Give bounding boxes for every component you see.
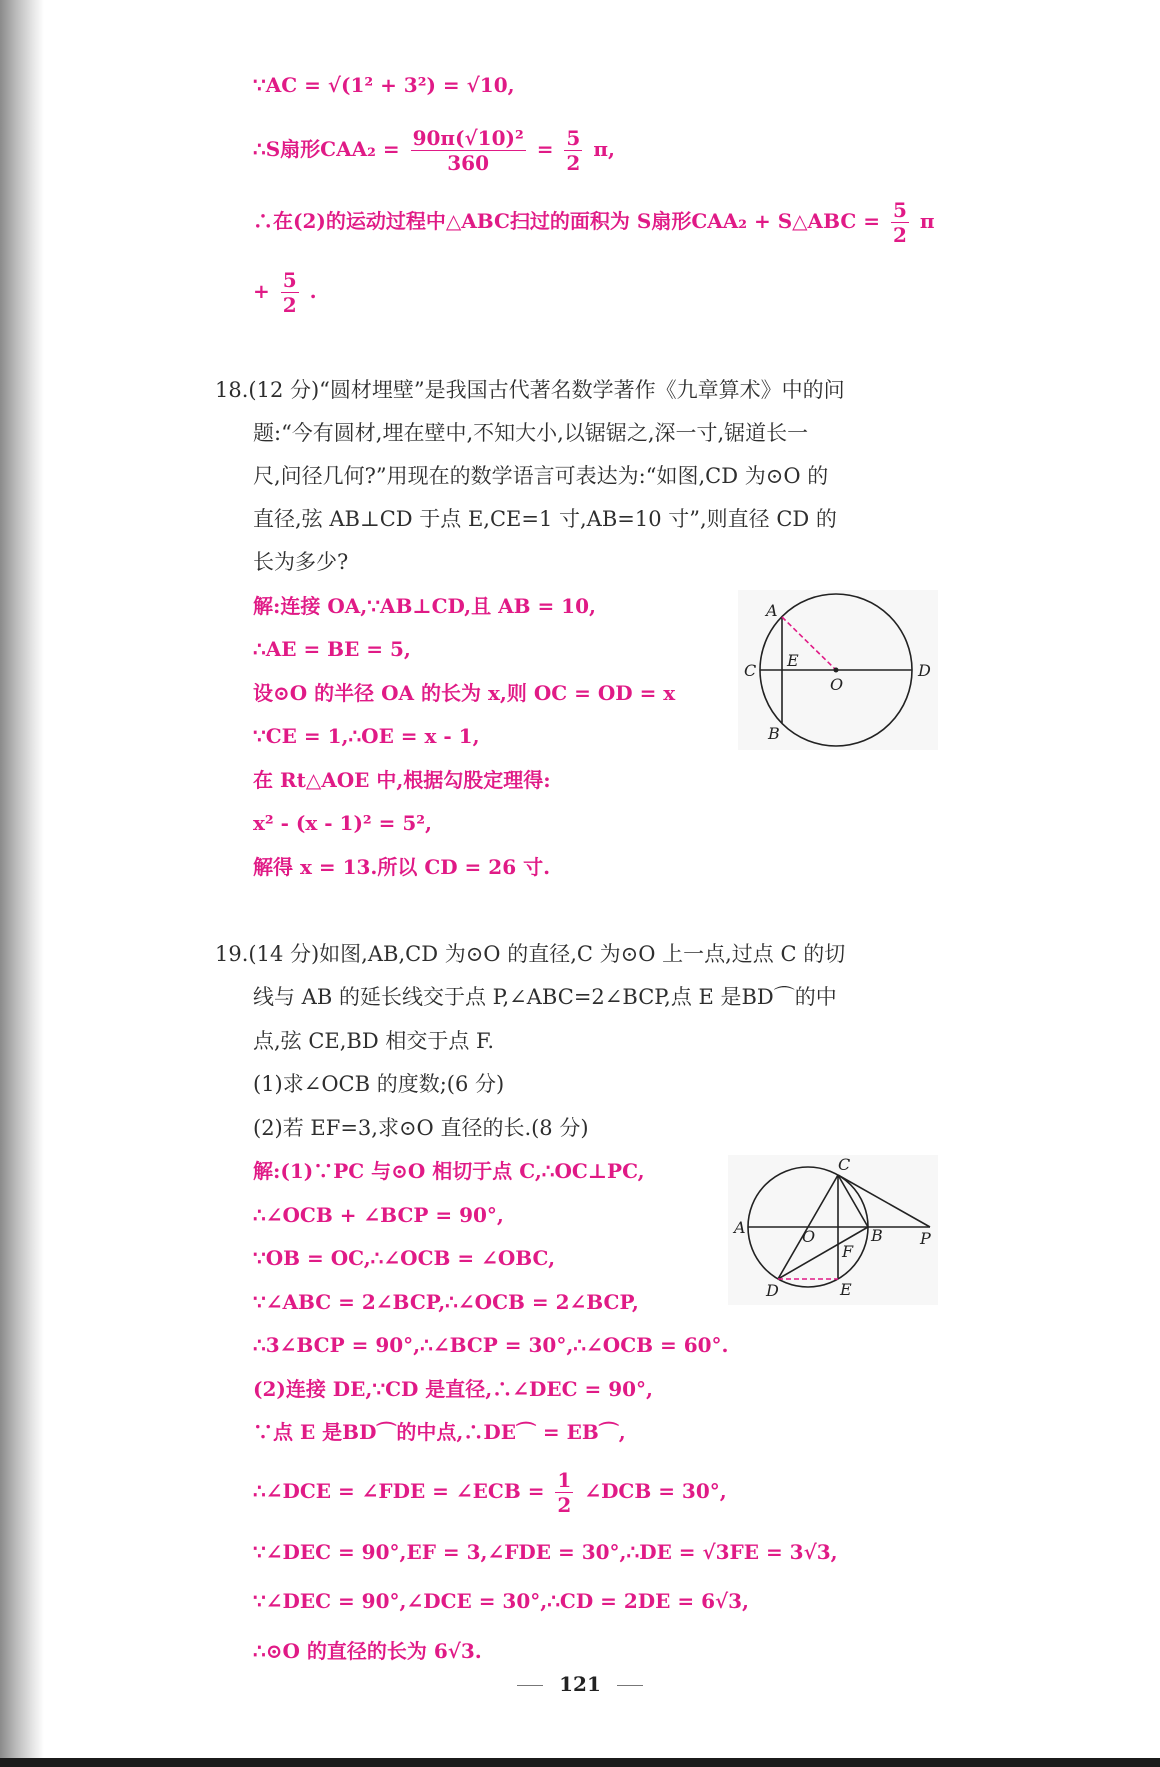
page-number-footer (0, 1672, 1160, 1696)
figure-background (728, 1155, 938, 1305)
bottom-edge-bar (0, 1758, 1160, 1767)
q18-line-3: 尺,问径几何?”用现在的数学语言可表达为:“如图,CD 为⊙O 的 (253, 464, 829, 488)
fraction-numerator: 5 (566, 126, 581, 150)
prev-solution-line-3-tail: π (919, 209, 935, 233)
q18-solution-line-2: ∴AE = BE = 5, (253, 637, 411, 661)
equals-sign: = (536, 137, 554, 161)
footer-dash-left (517, 1685, 543, 1686)
q19-solution-line-7: ∵点 E 是BD⌒的中点,∴DE⌒ = EB⌒, (253, 1420, 626, 1444)
q19-line-1: 19.(14 分)如图,AB,CD 为⊙O 的直径,C 为⊙O 上一点,过点 C 的切 (215, 942, 846, 966)
center-point (834, 668, 839, 673)
fraction-denominator: 2 (557, 1493, 572, 1517)
q19-solution-line-4: ∵∠ABC = 2∠BCP,∴∠OCB = 2∠BCP, (253, 1290, 639, 1314)
q18-circle-figure (738, 590, 938, 750)
prev-solution-line-1: ∵AC = √(1² + 3²) = √10, (253, 73, 515, 97)
q18-line-4: 直径,弦 AB⊥CD 于点 E,CE=1 寸,AB=10 寸”,则直径 CD 的 (253, 507, 837, 531)
prev-solution-line-3-lead: ∴在(2)的运动过程中△ABC扫过的面积为 S扇形CAA₂ + S△ABC = (253, 209, 880, 233)
q19-solution-line-9: ∵∠DEC = 90°,EF = 3,∠FDE = 30°,∴DE = √3FE = 3√3, (253, 1540, 838, 1564)
label-b: B (768, 724, 780, 743)
q19-solution-line-1: 解:(1)∵PC 与⊙O 相切于点 C,∴OC⊥PC, (253, 1159, 645, 1183)
fraction-numerator: 90π(√10)² (412, 126, 524, 150)
q18-solution-line-1: 解:连接 OA,∵AB⊥CD,且 AB = 10, (253, 594, 596, 618)
fraction-numerator: 5 (282, 268, 297, 292)
q19-solution-line-11: ∴⊙O 的直径的长为 6√3. (253, 1639, 482, 1663)
label-d: D (766, 1281, 779, 1300)
q18-line-5: 长为多少? (253, 550, 349, 574)
q19-solution-line-6: (2)连接 DE,∵CD 是直径,∴∠DEC = 90°, (253, 1377, 654, 1401)
five-halves-fraction (281, 268, 299, 317)
label-b: B (871, 1226, 883, 1245)
label-e: E (787, 651, 799, 670)
q19-solution-line-8 (253, 1468, 727, 1517)
prev-solution-line-3 (253, 198, 935, 247)
prev-solution-line-2 (253, 126, 615, 175)
q19-line-2: 线与 AB 的延长线交于点 P,∠ABC=2∠BCP,点 E 是BD⌒的中 (253, 985, 837, 1009)
q19-line-5: (2)若 EF=3,求⊙O 直径的长.(8 分) (253, 1116, 589, 1140)
five-halves-fraction (564, 126, 582, 175)
q19-solution-line-8-lead: ∴∠DCE = ∠FDE = ∠ECB = (253, 1479, 545, 1503)
prev-solution-line-2-lead: ∴S扇形CAA₂ = (253, 137, 400, 161)
label-d: D (918, 661, 931, 680)
fraction-denominator: 360 (447, 151, 490, 175)
prev-solution-line-4-lead: + (253, 279, 270, 303)
fraction-denominator: 2 (282, 293, 297, 317)
fraction-numerator: 5 (892, 198, 907, 222)
footer-dash-right (617, 1685, 643, 1686)
label-e: E (840, 1280, 852, 1299)
q18-solution-line-4: ∵CE = 1,∴OE = x - 1, (253, 724, 480, 748)
label-c: C (838, 1155, 851, 1174)
q18-solution-line-3: 设⊙O 的半径 OA 的长为 x,则 OC = OD = x (253, 681, 676, 705)
q18-line-2: 题:“今有圆材,埋在壁中,不知大小,以锯锯之,深一寸,锯道长一 (253, 421, 809, 445)
label-f: F (842, 1242, 854, 1261)
q19-line-4: (1)求∠OCB 的度数;(6 分) (253, 1072, 505, 1096)
q19-solution-line-3: ∵OB = OC,∴∠OCB = ∠OBC, (253, 1246, 556, 1270)
one-half-fraction (555, 1468, 573, 1517)
book-spine-shadow (0, 0, 44, 1767)
q19-solution-line-5: ∴3∠BCP = 90°,∴∠BCP = 30°,∴∠OCB = 60°. (253, 1333, 729, 1357)
fraction-denominator: 2 (566, 151, 581, 175)
q18-solution-line-5: 在 Rt△AOE 中,根据勾股定理得: (253, 768, 551, 792)
q19-line-3: 点,弦 CE,BD 相交于点 F. (253, 1029, 495, 1053)
five-halves-fraction (891, 198, 909, 247)
label-c: C (744, 661, 757, 680)
label-p: P (920, 1229, 931, 1248)
label-a: A (734, 1218, 746, 1237)
sector-area-fraction (411, 126, 526, 175)
page-number: 121 (559, 1672, 601, 1696)
label-a: A (766, 601, 778, 620)
label-o: O (830, 675, 844, 694)
fraction-denominator: 2 (892, 223, 907, 247)
label-o: O (802, 1227, 816, 1246)
prev-solution-line-4-tail: . (309, 279, 317, 303)
fraction-numerator: 1 (557, 1468, 572, 1492)
q18-line-1: 18.(12 分)“圆材埋壁”是我国古代著名数学著作《九章算术》中的问 (215, 378, 845, 402)
q19-solution-line-10: ∵∠DEC = 90°,∠DCE = 30°,∴CD = 2DE = 6√3, (253, 1589, 750, 1613)
q19-solution-line-8-tail: ∠DCB = 30°, (584, 1479, 727, 1503)
q18-solution-line-6: x² - (x - 1)² = 5², (253, 811, 432, 835)
prev-solution-line-4 (253, 268, 317, 317)
prev-solution-line-2-tail: π, (593, 137, 615, 161)
q19-solution-line-2: ∴∠OCB + ∠BCP = 90°, (253, 1203, 504, 1227)
q19-circle-figure (728, 1155, 938, 1305)
q18-solution-line-7: 解得 x = 13.所以 CD = 26 寸. (253, 855, 551, 879)
